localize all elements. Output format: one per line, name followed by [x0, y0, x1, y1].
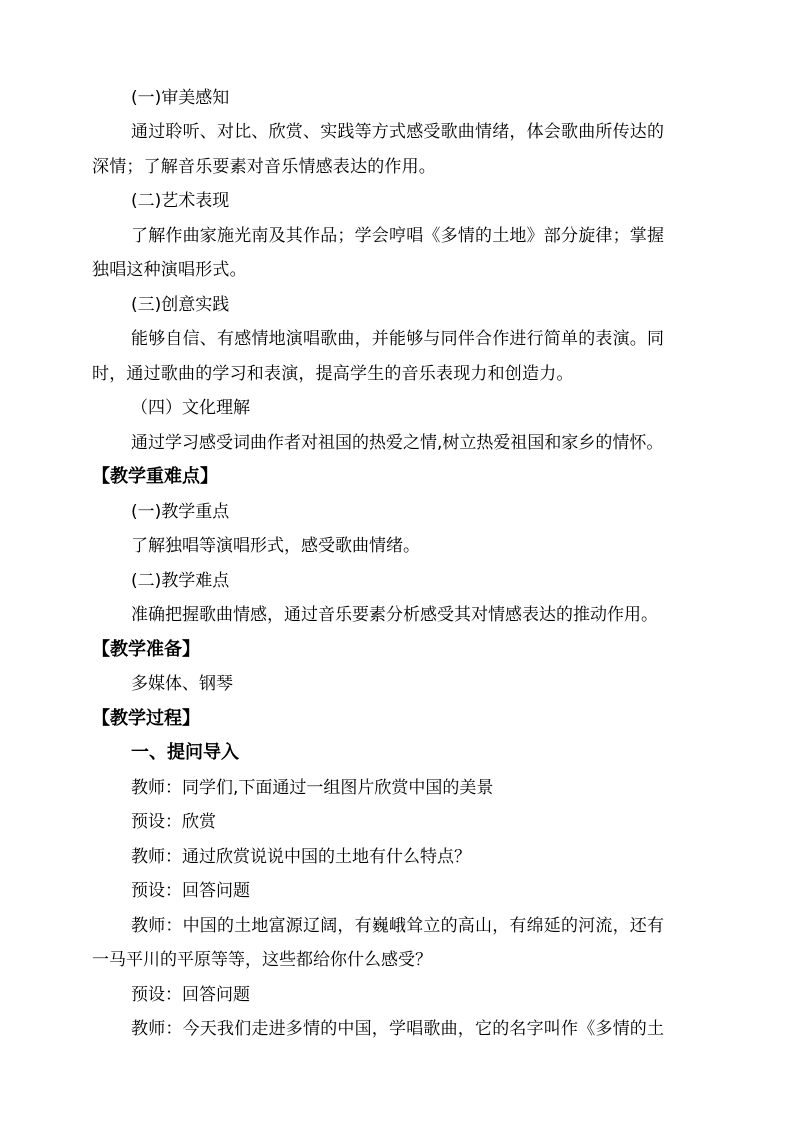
section-heading-artistic-expression: (二)艺术表现: [131, 191, 230, 211]
paragraph-line: 多媒体、钢琴: [131, 674, 233, 694]
section-heading-cultural-understanding: （四）文化理解: [131, 398, 250, 418]
paragraph-line: 准确把握歌曲情感，通过音乐要素分析感受其对情感表达的推动作用。: [131, 605, 658, 625]
dialogue-line: 预设：欣赏: [131, 812, 216, 832]
section-heading-aesthetic-perception: (一)审美感知: [131, 88, 230, 108]
paragraph-line: 了解独唱等演唱形式，感受歌曲情绪。: [131, 536, 420, 556]
dialogue-line: 教师：通过欣赏说说中国的土地有什么特点？: [131, 847, 471, 867]
dialogue-line: 教师：今天我们走进多情的中国，学唱歌曲，它的名字叫作《多情的土: [131, 1019, 665, 1039]
subheading-key-points: (一)教学重点: [131, 502, 230, 522]
dialogue-line: 教师：同学们,下面通过一组图片欣赏中国的美景: [131, 778, 494, 798]
section-heading-key-difficult-points: 【教学重难点】: [92, 466, 218, 487]
paragraph-line: 通过聆听、对比、欣赏、实践等方式感受歌曲情绪，体会歌曲所传达的: [131, 122, 665, 142]
section-heading-teaching-preparation: 【教学准备】: [92, 639, 200, 660]
section-heading-creative-practice: (三)创意实践: [131, 295, 230, 315]
subheading-question-introduction: 一、提问导入: [131, 742, 239, 763]
dialogue-line: 教师：中国的土地富源辽阔，有巍峨耸立的高山，有绵延的河流，还有: [131, 916, 665, 936]
dialogue-line: 预设：回答问题: [131, 881, 250, 901]
paragraph-line: 了解作曲家施光南及其作品；学会哼唱《多情的土地》部分旋律；掌握: [131, 226, 665, 246]
paragraph-line: 深情；了解音乐要素对音乐情感表达的作用。: [92, 157, 436, 177]
dialogue-line: 预设：回答问题: [131, 985, 250, 1005]
section-heading-teaching-process: 【教学过程】: [92, 708, 200, 729]
subheading-difficult-points: (二)教学难点: [131, 571, 230, 591]
paragraph-line: 独唱这种演唱形式。: [92, 260, 247, 280]
paragraph-line: 能够自信、有感情地演唱歌曲，并能够与同伴合作进行简单的表演。同: [131, 329, 665, 349]
paragraph-line: 时，通过歌曲的学习和表演，提高学生的音乐表现力和创造力。: [92, 364, 574, 384]
dialogue-line: 一马平川的平原等等，这些都给你什么感受？: [92, 950, 432, 970]
paragraph-line: 通过学习感受词曲作者对祖国的热爱之情,树立热爱祖国和家乡的情怀。: [131, 433, 664, 453]
